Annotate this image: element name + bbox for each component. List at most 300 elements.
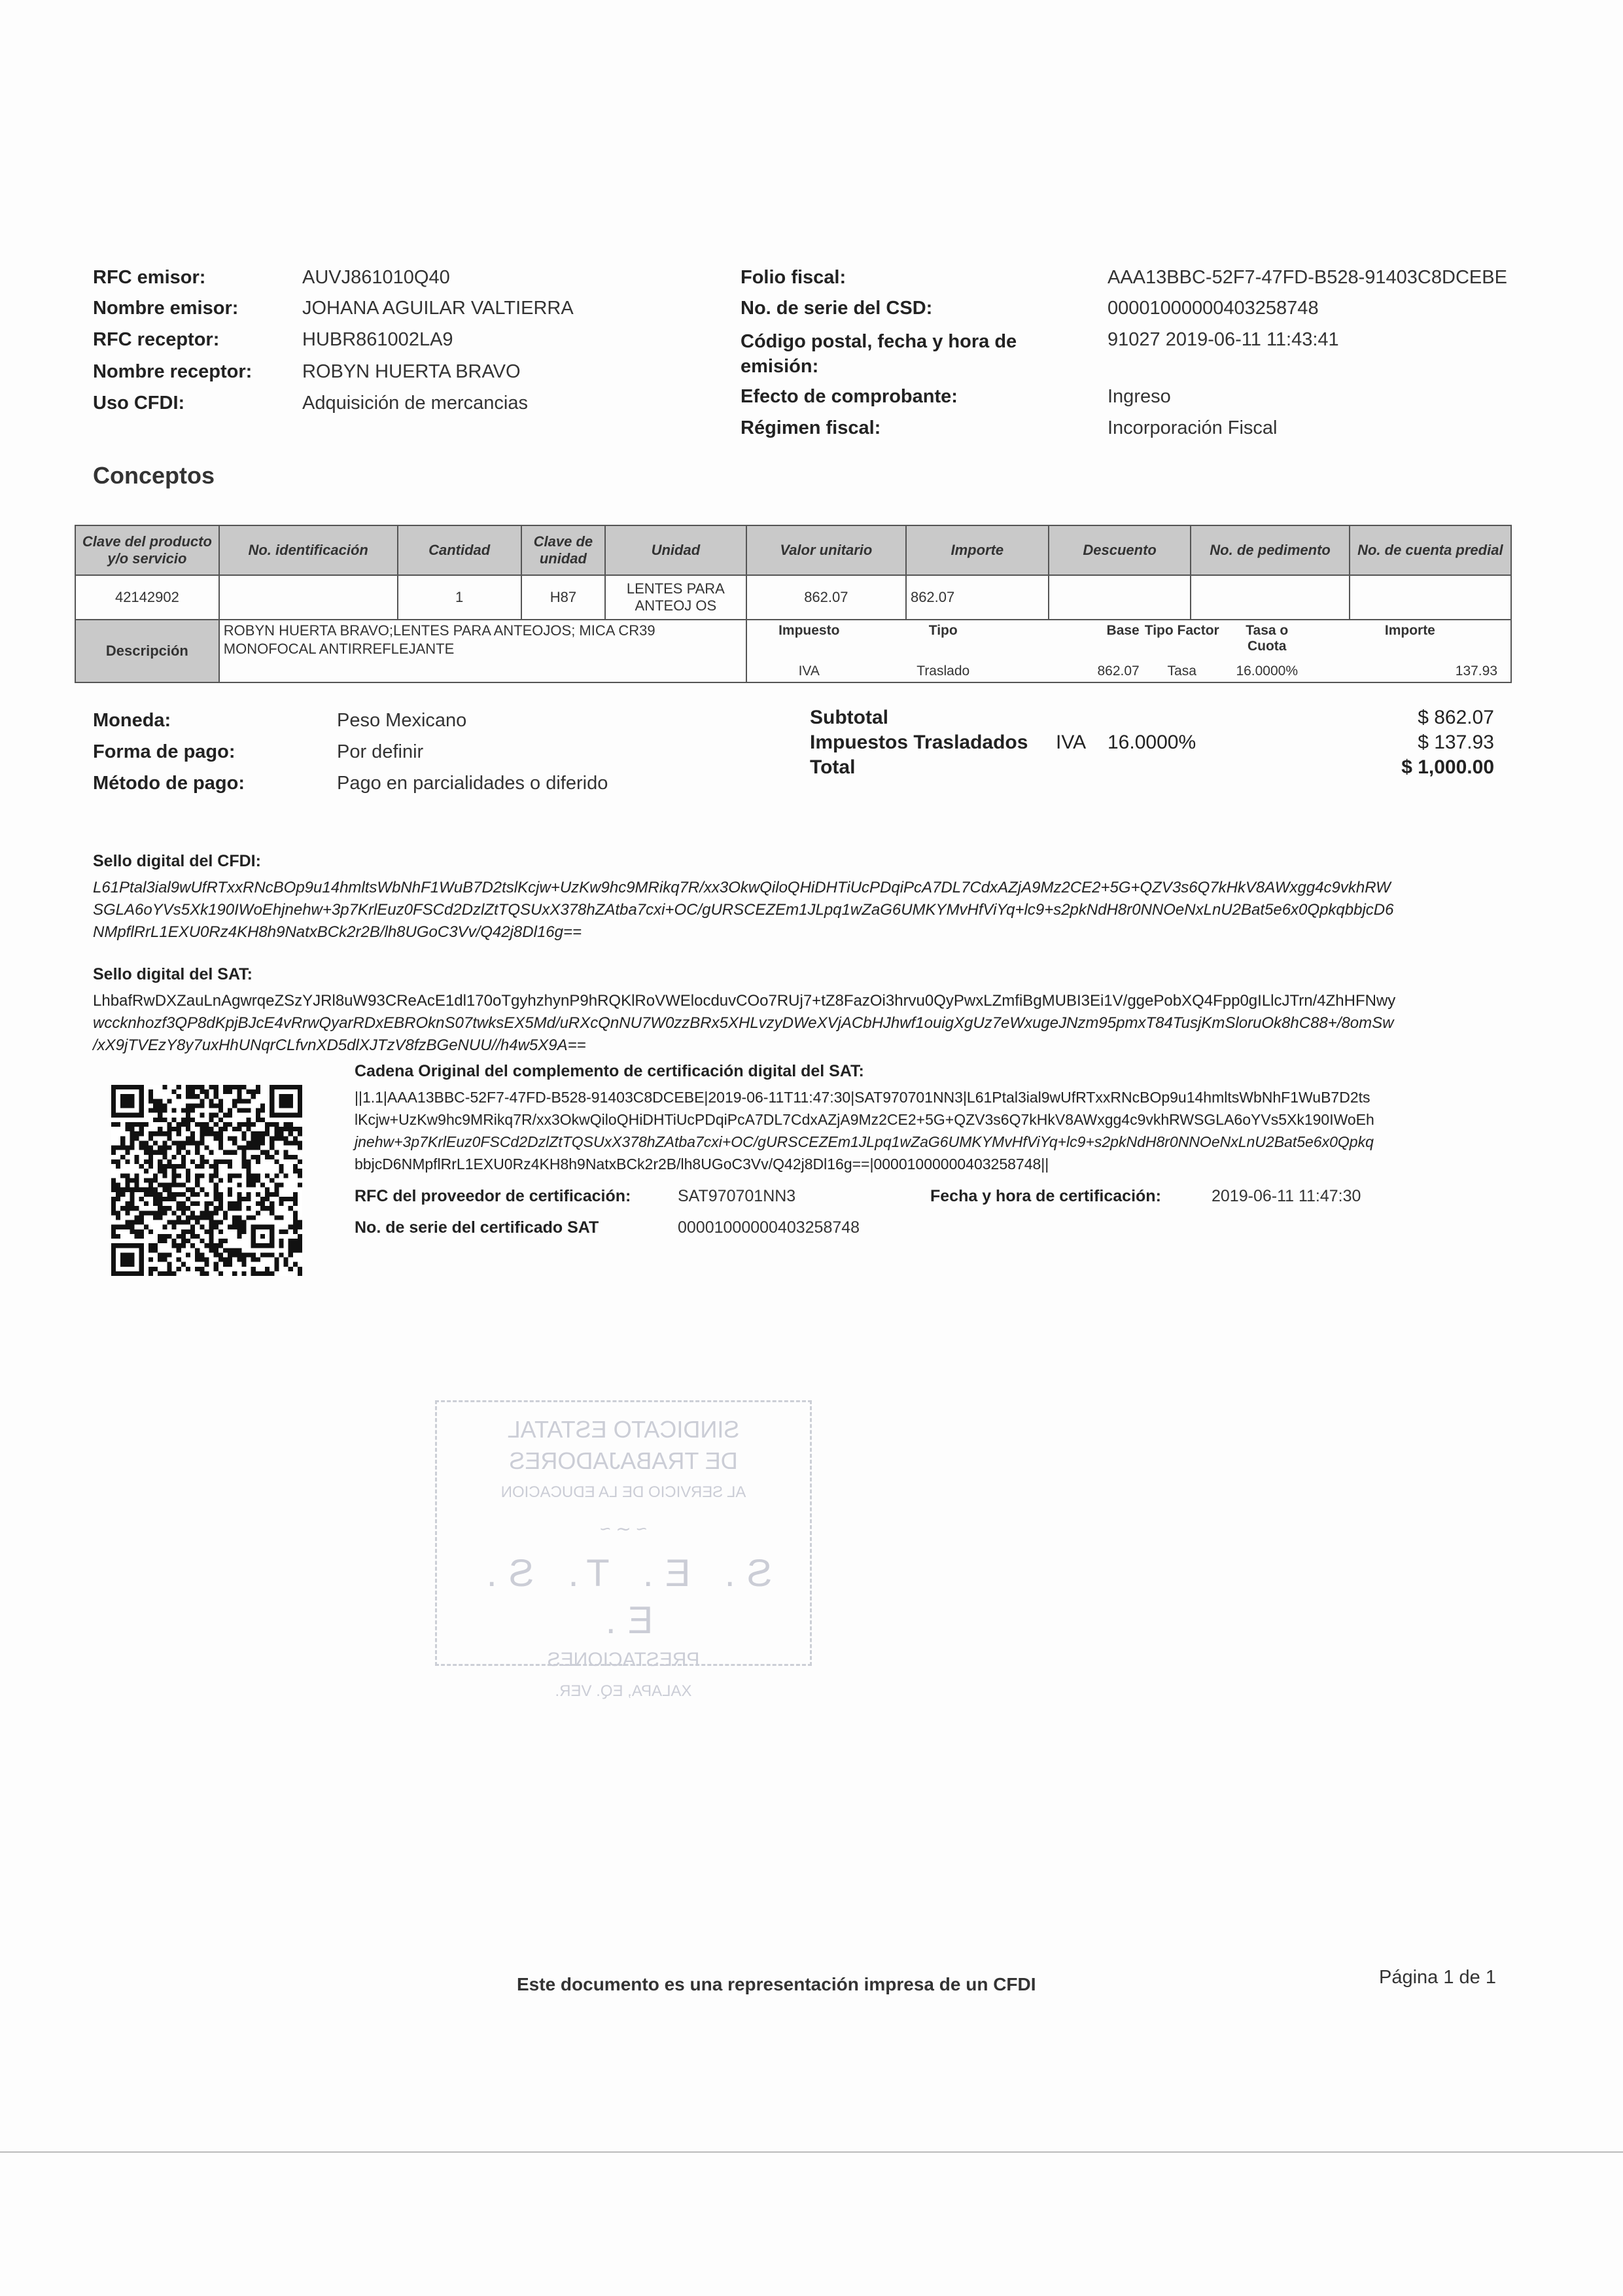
qr-module <box>279 1169 283 1173</box>
qr-module <box>195 1215 200 1220</box>
qr-module <box>181 1201 186 1206</box>
page-edge-line <box>0 2151 1623 2153</box>
qr-module <box>111 1210 116 1215</box>
qr-module <box>279 1164 283 1169</box>
qr-module <box>232 1150 237 1155</box>
qr-module <box>116 1225 120 1229</box>
qr-module <box>293 1155 298 1159</box>
stamp-line: PRESTACIONES <box>547 1649 700 1670</box>
qr-module <box>237 1173 241 1178</box>
qr-module <box>181 1146 186 1150</box>
qr-module <box>223 1210 228 1215</box>
rfc-proveedor-label: RFC del proveedor de certificación: <box>355 1187 631 1205</box>
qr-module <box>260 1201 265 1206</box>
qr-module <box>270 1140 274 1145</box>
qr-module <box>260 1197 265 1201</box>
qr-module <box>162 1252 167 1257</box>
qr-module <box>177 1248 181 1252</box>
qr-module <box>260 1108 265 1113</box>
qr-module <box>120 1136 125 1140</box>
qr-module <box>125 1201 130 1206</box>
qr-module <box>241 1150 246 1155</box>
cadena-line: ||1.1|AAA13BBC-52F7-47FD-B528-91403C8DCEBE|2019-06-11T11:47:30|SAT970701NN3|L61Ptal3ial9wUfRTxxRNcBOp9u14hmltsWbNhF1WuB7D2ts <box>355 1089 1370 1106</box>
efecto-value: Ingreso <box>1108 386 1171 407</box>
qr-module <box>116 1192 120 1197</box>
sello-sat-line: LhbafRwDXZauLnAgwrqeZSzYJRl8uW93CReAcE1dl170oTgyhzhynP9hRQKlRoVWElocduvCOo7RUj7+tZ8FazOi3hrvu0QyPwxLZmfiBgMUBI3Ei1V/ggePobXQ4Fpp0gILlcJTrn/4ZhHFNwy <box>93 992 1396 1010</box>
tax-h-impuesto: Impuesto <box>778 623 840 638</box>
qr-module <box>237 1122 241 1127</box>
qr-module <box>139 1140 144 1145</box>
qr-module <box>270 1155 274 1159</box>
qr-module <box>111 1201 116 1206</box>
qr-module <box>214 1136 218 1140</box>
qr-module <box>120 1173 125 1178</box>
qr-module <box>288 1131 293 1136</box>
qr-module <box>274 1150 279 1155</box>
cadena-line: bbjcD6NMpflRrL1EXU0Rz4KH8h9NatxBCk2r2B/lh8UGoC3Vv/Q42j8Dl16g==|00001000000403258748|| <box>355 1156 1049 1173</box>
cell-cuenta-predial <box>1350 575 1511 620</box>
qr-module <box>265 1127 270 1131</box>
qr-module <box>214 1252 218 1257</box>
qr-module <box>241 1099 246 1103</box>
qr-module <box>214 1113 218 1118</box>
qr-module <box>190 1089 195 1094</box>
qr-module <box>181 1108 186 1113</box>
qr-module <box>158 1215 162 1220</box>
subtotal-value: $ 862.07 <box>1418 707 1494 728</box>
qr-module <box>200 1239 204 1243</box>
qr-module <box>158 1239 162 1243</box>
qr-module <box>265 1197 270 1201</box>
qr-module <box>162 1271 167 1276</box>
qr-module <box>181 1239 186 1243</box>
qr-module <box>116 1188 120 1192</box>
qr-module <box>274 1159 279 1164</box>
qr-module <box>195 1201 200 1206</box>
qr-module <box>209 1131 214 1136</box>
qr-module <box>144 1178 148 1182</box>
qr-module <box>256 1085 260 1089</box>
qr-module <box>190 1192 195 1197</box>
qr-module <box>177 1267 181 1271</box>
qr-module <box>120 1225 125 1229</box>
tax-v-tasa: 16.0000% <box>1236 663 1299 679</box>
qr-module <box>228 1178 232 1182</box>
qr-module <box>241 1229 246 1234</box>
qr-module <box>172 1225 177 1229</box>
qr-module <box>298 1267 302 1271</box>
cell-pedimento <box>1191 575 1349 620</box>
qr-module <box>260 1206 265 1210</box>
qr-module <box>195 1178 200 1182</box>
qr-module <box>232 1136 237 1140</box>
qr-module <box>251 1215 256 1220</box>
qr-module <box>223 1258 228 1262</box>
qr-module <box>135 1215 139 1220</box>
qr-module <box>251 1271 256 1276</box>
qr-module <box>144 1188 148 1192</box>
qr-module <box>274 1183 279 1188</box>
qr-module <box>167 1220 171 1225</box>
qr-module <box>218 1192 223 1197</box>
qr-module <box>148 1183 153 1188</box>
qr-module <box>274 1215 279 1220</box>
qr-module <box>130 1225 134 1229</box>
qr-module <box>232 1252 237 1257</box>
qr-module <box>200 1113 204 1118</box>
qr-module <box>195 1183 200 1188</box>
qr-module <box>214 1173 218 1178</box>
qr-module <box>162 1155 167 1159</box>
qr-module <box>232 1201 237 1206</box>
qr-module <box>158 1183 162 1188</box>
qr-module <box>298 1131 302 1136</box>
qr-module <box>172 1239 177 1243</box>
qr-module <box>256 1118 260 1122</box>
qr-module <box>247 1089 251 1094</box>
qr-module <box>274 1122 279 1127</box>
qr-module <box>162 1103 167 1108</box>
qr-module <box>270 1136 274 1140</box>
qr-module <box>195 1146 200 1150</box>
qr-module <box>148 1094 153 1099</box>
tax-h-tipo: Tipo <box>928 623 958 638</box>
qr-module <box>162 1234 167 1239</box>
cp-fecha-label: Código postal, fecha y hora de emisión: <box>741 331 1017 377</box>
qr-module <box>251 1183 256 1188</box>
qr-module <box>148 1136 153 1140</box>
uso-cfdi-value: Adquisición de mercancias <box>302 393 528 414</box>
qr-module <box>293 1169 298 1173</box>
qr-module <box>116 1183 120 1188</box>
qr-module <box>111 1197 116 1201</box>
qr-module <box>139 1127 144 1131</box>
qr-module <box>241 1197 246 1201</box>
qr-module <box>186 1103 190 1108</box>
qr-module <box>200 1159 204 1164</box>
qr-module <box>241 1146 246 1150</box>
qr-module <box>181 1229 186 1234</box>
qr-module <box>293 1248 298 1252</box>
qr-module <box>153 1131 158 1136</box>
qr-module <box>288 1206 293 1210</box>
qr-module <box>256 1210 260 1215</box>
qr-module <box>135 1188 139 1192</box>
stamp-line: AL SERVICIO DE LA EDUCACION <box>500 1483 746 1501</box>
qr-module <box>130 1127 134 1131</box>
qr-module <box>228 1262 232 1267</box>
qr-module <box>228 1150 232 1155</box>
qr-module <box>153 1248 158 1252</box>
tax-h-base: Base <box>1106 623 1140 638</box>
impuestos-type: IVA <box>1056 732 1087 753</box>
qr-module <box>158 1271 162 1276</box>
qr-module <box>293 1192 298 1197</box>
qr-module <box>279 1201 283 1206</box>
qr-module <box>111 1206 116 1210</box>
qr-module <box>218 1206 223 1210</box>
tax-v-tipo: Traslado <box>916 663 970 679</box>
fecha-certificacion-value: 2019-06-11 11:47:30 <box>1212 1187 1361 1205</box>
qr-module <box>158 1258 162 1262</box>
th-no-identificacion: No. identificación <box>219 525 398 575</box>
qr-module <box>209 1229 214 1234</box>
qr-module <box>158 1159 162 1164</box>
qr-module <box>153 1210 158 1215</box>
qr-module <box>256 1113 260 1118</box>
qr-module <box>158 1164 162 1169</box>
qr-module <box>158 1103 162 1108</box>
qr-module <box>214 1210 218 1215</box>
qr-module <box>186 1127 190 1131</box>
qr-module <box>186 1122 190 1127</box>
qr-module <box>214 1089 218 1094</box>
sello-cfdi-line: L61Ptal3ial9wUfRTxxRNcBOp9u14hmltsWbNhF1WuB7D2tslKcjw+UzKw9hc9MRikq7R/xx3OkwQiloQHiDHTiUcPDqiPcA7DL7CdxAZjA9Mz2CE2+5G+QZV3s6Q7kHkV8AWxgg4c9vkhRW <box>93 879 1391 896</box>
qr-module <box>167 1188 171 1192</box>
nombre-receptor-value: ROBYN HUERTA BRAVO <box>302 361 521 382</box>
tax-h-tasa: Tasa o Cuota <box>1246 623 1289 654</box>
forma-pago-label: Forma de pago: <box>93 741 236 762</box>
qr-module <box>186 1140 190 1145</box>
qr-module <box>256 1155 260 1159</box>
qr-module <box>167 1131 171 1136</box>
qr-module <box>237 1215 241 1220</box>
qr-module <box>284 1136 288 1140</box>
qr-module <box>218 1258 223 1262</box>
qr-module <box>251 1122 256 1127</box>
qr-module <box>130 1131 134 1136</box>
qr-module <box>237 1248 241 1252</box>
qr-module <box>256 1192 260 1197</box>
qr-module <box>195 1258 200 1262</box>
qr-module <box>241 1258 246 1262</box>
qr-module <box>144 1169 148 1173</box>
qr-module <box>237 1220 241 1225</box>
qr-module <box>241 1262 246 1267</box>
qr-module <box>153 1173 158 1178</box>
qr-module <box>223 1215 228 1220</box>
qr-module <box>125 1210 130 1215</box>
qr-module <box>153 1150 158 1155</box>
qr-module <box>209 1127 214 1131</box>
qr-module <box>274 1188 279 1192</box>
qr-module <box>247 1159 251 1164</box>
qr-module <box>232 1140 237 1145</box>
qr-module <box>214 1267 218 1271</box>
qr-module <box>167 1262 171 1267</box>
cell-identificacion <box>219 575 398 620</box>
qr-module <box>247 1146 251 1150</box>
qr-module <box>153 1108 158 1113</box>
qr-module <box>251 1094 256 1099</box>
qr-module <box>284 1229 288 1234</box>
qr-module <box>148 1248 153 1252</box>
qr-module <box>237 1146 241 1150</box>
qr-module <box>279 1243 283 1248</box>
qr-module <box>274 1136 279 1140</box>
qr-module <box>270 1252 274 1257</box>
moneda-value: Peso Mexicano <box>337 710 467 731</box>
qr-module <box>116 1146 120 1150</box>
th-unidad: Unidad <box>605 525 746 575</box>
qr-module <box>130 1140 134 1145</box>
qr-module <box>111 1183 116 1188</box>
qr-module <box>130 1178 134 1182</box>
qr-module <box>241 1225 246 1229</box>
metodo-pago-label: Método de pago: <box>93 773 245 794</box>
qr-module <box>247 1192 251 1197</box>
qr-module <box>218 1159 223 1164</box>
qr-module <box>111 1178 116 1182</box>
qr-module <box>270 1210 274 1215</box>
tax-v-base: 862.07 <box>1097 663 1140 679</box>
qr-module <box>167 1127 171 1131</box>
cp-fecha-value: 91027 2019-06-11 11:43:41 <box>1108 329 1339 350</box>
qr-module <box>270 1271 274 1276</box>
qr-module <box>153 1099 158 1103</box>
qr-module <box>130 1122 134 1127</box>
cell-cantidad: 1 <box>398 575 521 620</box>
qr-module <box>139 1197 144 1201</box>
qr-module <box>204 1210 209 1215</box>
qr-module <box>209 1178 214 1182</box>
qr-module <box>190 1131 195 1136</box>
qr-module <box>288 1122 293 1127</box>
descripcion-label: Descripción <box>75 620 219 682</box>
tax-grid <box>747 620 1510 682</box>
footer-note: Este documento es una representación impresa de un CFDI <box>517 1974 1036 1994</box>
qr-module <box>204 1192 209 1197</box>
qr-module <box>284 1155 288 1159</box>
th-importe: Importe <box>906 525 1049 575</box>
qr-module <box>177 1258 181 1262</box>
qr-module <box>148 1243 153 1248</box>
qr-module <box>162 1225 167 1229</box>
qr-module <box>265 1192 270 1197</box>
qr-module <box>167 1252 171 1257</box>
qr-module <box>274 1173 279 1178</box>
qr-module <box>218 1252 223 1257</box>
qr-module <box>232 1248 237 1252</box>
sello-sat-line: /xX9jTVEzY8y7uxHhUNqrCLfvnXD5dlXJTzV8fzBGeNUU//h4w5X9A== <box>93 1036 586 1054</box>
qr-module <box>209 1173 214 1178</box>
qr-module <box>190 1210 195 1215</box>
qr-module <box>200 1225 204 1229</box>
qr-module <box>218 1103 223 1108</box>
folio-fiscal-label: Folio fiscal: <box>741 267 846 288</box>
qr-module <box>125 1206 130 1210</box>
qr-module <box>223 1150 228 1155</box>
qr-module <box>172 1173 177 1178</box>
metodo-pago-value: Pago en parcialidades o diferido <box>337 773 608 794</box>
qr-module <box>228 1258 232 1262</box>
qr-module <box>214 1183 218 1188</box>
qr-module <box>116 1159 120 1164</box>
qr-module <box>204 1262 209 1267</box>
cadena-title: Cadena Original del complemento de certificación digital del SAT: <box>355 1062 864 1080</box>
qr-module <box>190 1188 195 1192</box>
qr-module <box>241 1220 246 1225</box>
qr-module <box>148 1210 153 1215</box>
qr-module <box>148 1131 153 1136</box>
qr-module <box>148 1150 153 1155</box>
sello-sat-text <box>93 990 1519 1057</box>
qr-module <box>228 1108 232 1113</box>
qr-module <box>247 1252 251 1257</box>
qr-module <box>260 1136 265 1140</box>
qr-module <box>195 1248 200 1252</box>
qr-module <box>139 1229 144 1234</box>
sello-cfdi-line: NMpflRrL1EXU0Rz4KH8h9NatxBCk2r2B/lh8UGoC3Vv/Q42j8Dl16g== <box>93 923 582 941</box>
qr-module <box>172 1183 177 1188</box>
qr-module <box>228 1164 232 1169</box>
qr-module <box>279 1252 283 1257</box>
qr-module <box>200 1099 204 1103</box>
qr-module <box>232 1206 237 1210</box>
qr-module <box>251 1252 256 1257</box>
qr-module <box>228 1225 232 1229</box>
qr-module <box>186 1118 190 1122</box>
qr-module <box>172 1271 177 1276</box>
th-clave-unidad: Clave de unidad <box>521 525 605 575</box>
qr-module <box>218 1201 223 1206</box>
qr-module <box>293 1210 298 1215</box>
qr-module <box>237 1089 241 1094</box>
qr-module <box>256 1140 260 1145</box>
qr-module <box>200 1258 204 1262</box>
qr-module <box>148 1099 153 1103</box>
qr-module <box>172 1243 177 1248</box>
tax-v-tipo-factor: Tasa <box>1167 663 1196 679</box>
fecha-certificacion-label: Fecha y hora de certificación: <box>930 1187 1161 1205</box>
qr-module <box>265 1150 270 1155</box>
th-descuento: Descuento <box>1049 525 1191 575</box>
qr-module <box>139 1131 144 1136</box>
qr-module <box>195 1252 200 1257</box>
qr-module <box>260 1103 265 1108</box>
qr-module <box>270 1192 274 1197</box>
nombre-emisor-label: Nombre emisor: <box>93 298 239 319</box>
tax-v-importe: 137.93 <box>1455 663 1497 679</box>
qr-module <box>237 1206 241 1210</box>
qr-module <box>204 1159 209 1164</box>
qr-module <box>172 1210 177 1215</box>
sello-cfdi-line: SGLA6oYVs5Xk190IWoEhjnehw+3p7KrlEuz0FSCd2DzlZtTQSUxX378hZAtba7cxi+OC/gURSCEZEm1JLpq1wZaG6UMKYMvHfViYq+lc9+s2pkNdH8r0NNOeNxLnU2Bat5e6x0QpkqbbjcD6 <box>93 901 1394 919</box>
qr-module <box>181 1262 186 1267</box>
qr-module <box>190 1234 195 1239</box>
qr-module <box>279 1183 283 1188</box>
qr-module <box>153 1140 158 1145</box>
qr-module <box>209 1150 214 1155</box>
qr-module <box>172 1155 177 1159</box>
qr-module <box>130 1188 134 1192</box>
qr-module <box>288 1127 293 1131</box>
sello-cfdi-title: Sello digital del CFDI: <box>93 852 261 870</box>
qr-module <box>214 1159 218 1164</box>
qr-module <box>130 1146 134 1150</box>
impuestos-rate: 16.0000% <box>1108 732 1196 753</box>
qr-module <box>139 1215 144 1220</box>
qr-module <box>241 1271 246 1276</box>
qr-module <box>144 1122 148 1127</box>
rfc-emisor-value: AUVJ861010Q40 <box>302 267 450 288</box>
qr-module <box>232 1271 237 1276</box>
qr-module <box>200 1127 204 1131</box>
qr-module <box>153 1215 158 1220</box>
qr-module <box>293 1243 298 1248</box>
qr-module <box>209 1215 214 1220</box>
qr-module <box>204 1122 209 1127</box>
